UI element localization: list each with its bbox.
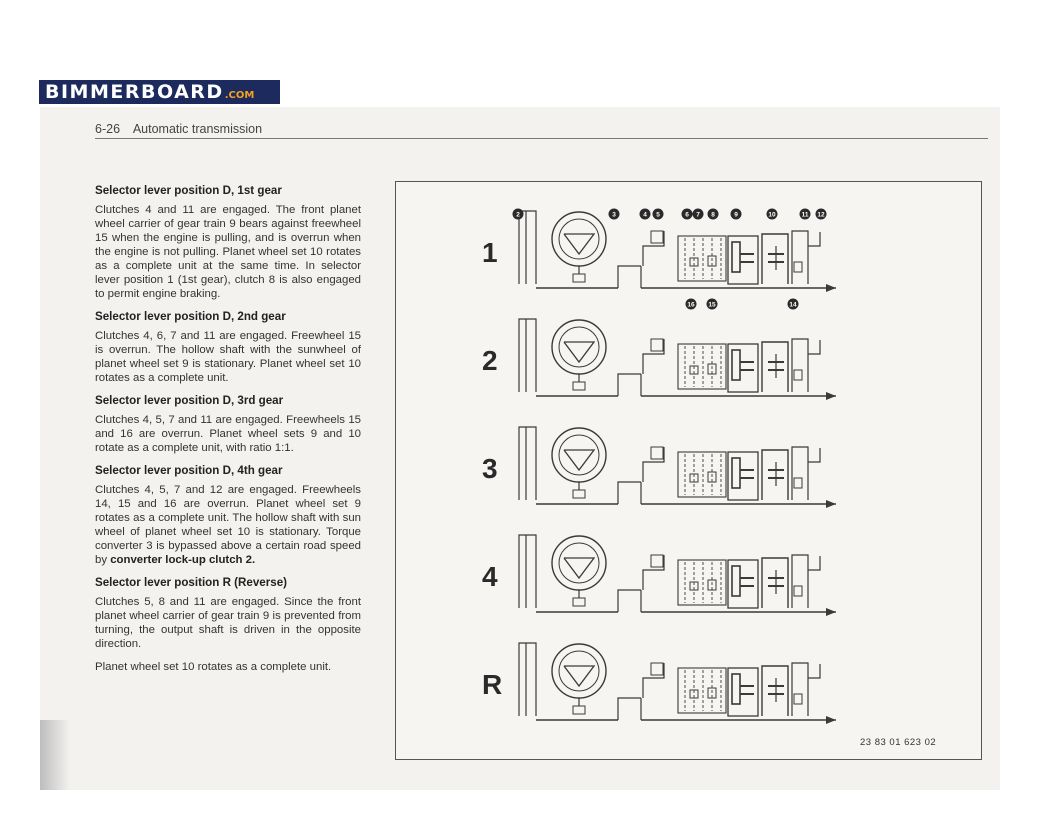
callout-number: 4 xyxy=(643,211,647,219)
part-callout xyxy=(731,209,742,220)
freewheel xyxy=(794,586,802,596)
clutch xyxy=(651,555,663,567)
gear-schematic-row xyxy=(482,535,836,616)
part-callout xyxy=(767,209,778,220)
part-callout xyxy=(800,209,811,220)
pump xyxy=(573,382,585,390)
pump xyxy=(573,274,585,282)
gear-row-label: 1 xyxy=(482,237,498,268)
pump xyxy=(573,598,585,606)
part-callout xyxy=(816,209,827,220)
page-header xyxy=(95,122,262,136)
gear-row-label: R xyxy=(482,669,503,700)
page-shadow xyxy=(40,720,70,790)
section-paragraph: Clutches 4, 6, 7 and 11 are engaged. Freewheel 15 is overrun. The hollow shaft with the sunwheel of planet wheel set 9 is stationary. Planet wheel set 10 rotates as a complete unit. xyxy=(95,330,361,384)
callout-number: 7 xyxy=(696,211,700,219)
callout-number: 9 xyxy=(734,211,738,219)
output-arrow xyxy=(826,716,836,724)
emphasis-text: converter lock-up clutch 2. xyxy=(110,554,256,566)
gear-schematic-row xyxy=(482,211,836,292)
section-heading: Selector lever position D, 2nd gear xyxy=(95,310,286,323)
part-callout xyxy=(513,209,524,220)
logo-suffix: .COM xyxy=(224,90,255,101)
freewheel xyxy=(794,262,802,272)
callout-number: 8 xyxy=(711,211,715,219)
part-callout xyxy=(609,209,620,220)
section-d-2nd xyxy=(95,310,361,385)
gear-row-label: 4 xyxy=(482,561,498,592)
callout-number: 16 xyxy=(687,301,695,309)
callout-number: 5 xyxy=(656,211,660,219)
output-arrow xyxy=(826,500,836,508)
transmission-diagram xyxy=(396,182,983,761)
clutch xyxy=(651,339,663,351)
freewheel xyxy=(794,478,802,488)
callout-number: 11 xyxy=(801,211,809,219)
callout-number: 12 xyxy=(817,211,825,219)
callout-number: 3 xyxy=(612,211,616,219)
section-d-3rd xyxy=(95,394,361,455)
freewheel xyxy=(794,694,802,704)
part-callout xyxy=(640,209,651,220)
section-paragraph xyxy=(95,483,361,567)
section-d-1st xyxy=(95,184,361,301)
part-callout xyxy=(653,209,664,220)
torque-converter xyxy=(552,212,606,266)
pump xyxy=(573,706,585,714)
callout-number: 15 xyxy=(708,301,716,309)
paragraph-text: Clutches 4, 5, 7 and 12 are engaged. Freewheels 14, 15 and 16 are overrun. Planet wheel set 9 rotates as a complete unit. The hollow shaft with sun wheel of planet wheel set 10 is stationary. Torque converter 3 is bypassed above a certain road speed by xyxy=(95,484,361,566)
text-column xyxy=(95,184,361,683)
output-arrow xyxy=(826,284,836,292)
torque-converter xyxy=(552,644,606,698)
section-paragraph: Clutches 5, 8 and 11 are engaged. Since the front planet wheel carrier of gear train 9 is prevented from turning, the output shaft is driven in the opposite direction. xyxy=(95,596,361,650)
clutch xyxy=(651,447,663,459)
section-paragraph: Planet wheel set 10 rotates as a complete unit. xyxy=(95,661,332,673)
site-logo xyxy=(39,80,280,104)
section-paragraph: Clutches 4, 5, 7 and 11 are engaged. Freewheels 15 and 16 are overrun. Planet wheel sets 9 and 10 rotate as a complete unit, with ratio 1:1. xyxy=(95,414,361,454)
section-heading: Selector lever position D, 1st gear xyxy=(95,184,282,197)
section-heading: Selector lever position D, 4th gear xyxy=(95,464,283,477)
part-callout xyxy=(707,299,718,310)
page-section-title: Automatic transmission xyxy=(132,122,263,136)
figure-id: 23 83 01 623 02 xyxy=(860,737,937,748)
section-heading: Selector lever position D, 3rd gear xyxy=(95,394,284,407)
section-r xyxy=(95,576,361,674)
transmission-diagram-figure xyxy=(395,181,982,760)
part-callout xyxy=(686,299,697,310)
gear-schematic-row xyxy=(482,643,836,724)
torque-converter xyxy=(552,536,606,590)
torque-converter xyxy=(552,320,606,374)
gear-row-label: 2 xyxy=(482,345,498,376)
gear-schematic-row xyxy=(482,319,836,400)
section-d-4th xyxy=(95,464,361,567)
output-arrow xyxy=(826,392,836,400)
callout-number: 2 xyxy=(516,211,520,219)
logo-text: BIMMERBOARD xyxy=(45,81,224,103)
freewheel xyxy=(794,370,802,380)
output-arrow xyxy=(826,608,836,616)
pump xyxy=(573,490,585,498)
section-heading: Selector lever position R (Reverse) xyxy=(95,576,288,589)
section-paragraph: Clutches 4 and 11 are engaged. The front planet wheel carrier of gear train 9 bears against freewheel 15 when the engine is pulling, and is overrun when the engine is not pulling. Planet wheel set 10 rotates as a complete unit at the same time. In selector lever position 1 (1st gear), clutch 8 is also engaged to permit engine braking. xyxy=(95,204,361,300)
part-callout xyxy=(708,209,719,220)
clutch xyxy=(651,663,663,675)
callout-number: 10 xyxy=(768,211,776,219)
part-callout xyxy=(682,209,693,220)
callout-number: 14 xyxy=(789,301,797,309)
part-callout xyxy=(788,299,799,310)
gear-row-label: 3 xyxy=(482,453,498,484)
gear-schematic-row xyxy=(482,427,836,508)
part-callout xyxy=(693,209,704,220)
callout-number: 6 xyxy=(685,211,689,219)
page-number: 6-26 xyxy=(95,122,121,136)
header-rule xyxy=(95,138,988,139)
torque-converter xyxy=(552,428,606,482)
clutch xyxy=(651,231,663,243)
